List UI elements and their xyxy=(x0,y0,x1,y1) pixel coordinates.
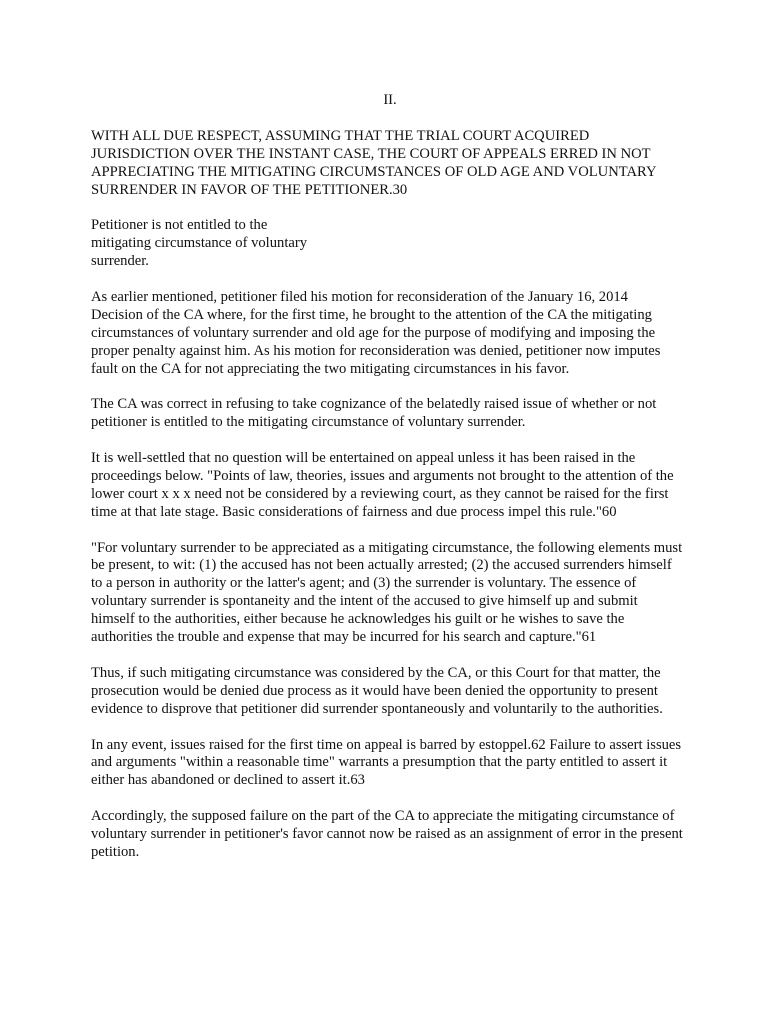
section-number: II. xyxy=(383,92,397,108)
body-paragraph-6: In any event, issues raised for the first time on appeal is barred by estoppel.62 Failure to assert issues and arguments "within a reasonable time" warrants a presumption that the party entitled to assert it either has abandoned or declined to assert it.63 xyxy=(91,736,682,789)
body-paragraph-3: It is well-settled that no question will be entertained on appeal unless it has been raised in the proceedings below. "Points of law, theories, issues and arguments not brought to the attention of the lower court x x x need not be considered by a reviewing court, as they cannot be raised for the first time at that late stage. Basic considerations of fairness and due process impel this rule."60 xyxy=(91,450,674,520)
body-paragraph-1: As earlier mentioned, petitioner filed his motion for reconsideration of the January 16, 2014 Decision of the CA where, for the first time, he brought to the attention of the CA the mitigating circumstances of voluntary surrender and old age for the purpose of modifying and imposing the proper penalty against him. As his motion for reconsideration was denied, petitioner now imputes fault on the CA for not appreciating the two mitigating circumstances in his favor. xyxy=(91,288,661,377)
body-paragraph-4: "For voluntary surrender to be appreciated as a mitigating circumstance, the following elements must be present, to wit: (1) the accused has not been actually arrested; (2) the accused surrenders himself to a person in authority or the latter's agent; and (3) the surrender is voluntary. The essence of voluntary surrender is spontaneity and the intent of the accused to give himself up and submit himself to the authorities, either because he acknowledges his guilt or he wishes to save the authorities the trouble and expense that may be incurred for his search and capture."61 xyxy=(91,539,683,646)
body-paragraph-2: The CA was correct in refusing to take cognizance of the belatedly raised issue of whether or not petitioner is entitled to the mitigating circumstance of voluntary surrender. xyxy=(91,396,657,431)
subheading: Petitioner is not entitled to the mitigating circumstance of voluntary surrender. xyxy=(91,217,308,270)
assignment-of-error: WITH ALL DUE RESPECT, ASSUMING THAT THE TRIAL COURT ACQUIRED JURISDICTION OVER THE INSTANT CASE, THE COURT OF APPEALS ERRED IN NOT APPRECIATING THE MITIGATING CIRCUMSTANCES OF OLD AGE AND VOLUNTARY SURRENDER IN FAVOR OF THE PETITIONER.30 xyxy=(91,127,656,198)
document-page xyxy=(91,92,683,880)
body-paragraph-7: Accordingly, the supposed failure on the part of the CA to appreciate the mitigating circumstance of voluntary surrender in petitioner's favor cannot now be raised as an assignment of error in the present petition. xyxy=(91,808,683,860)
body-paragraph-5: Thus, if such mitigating circumstance was considered by the CA, or this Court for that matter, the prosecution would be denied due process as it would have been denied the opportunity to present evidence to disprove that petitioner did surrender spontaneously and voluntarily to the authorities. xyxy=(91,664,663,717)
